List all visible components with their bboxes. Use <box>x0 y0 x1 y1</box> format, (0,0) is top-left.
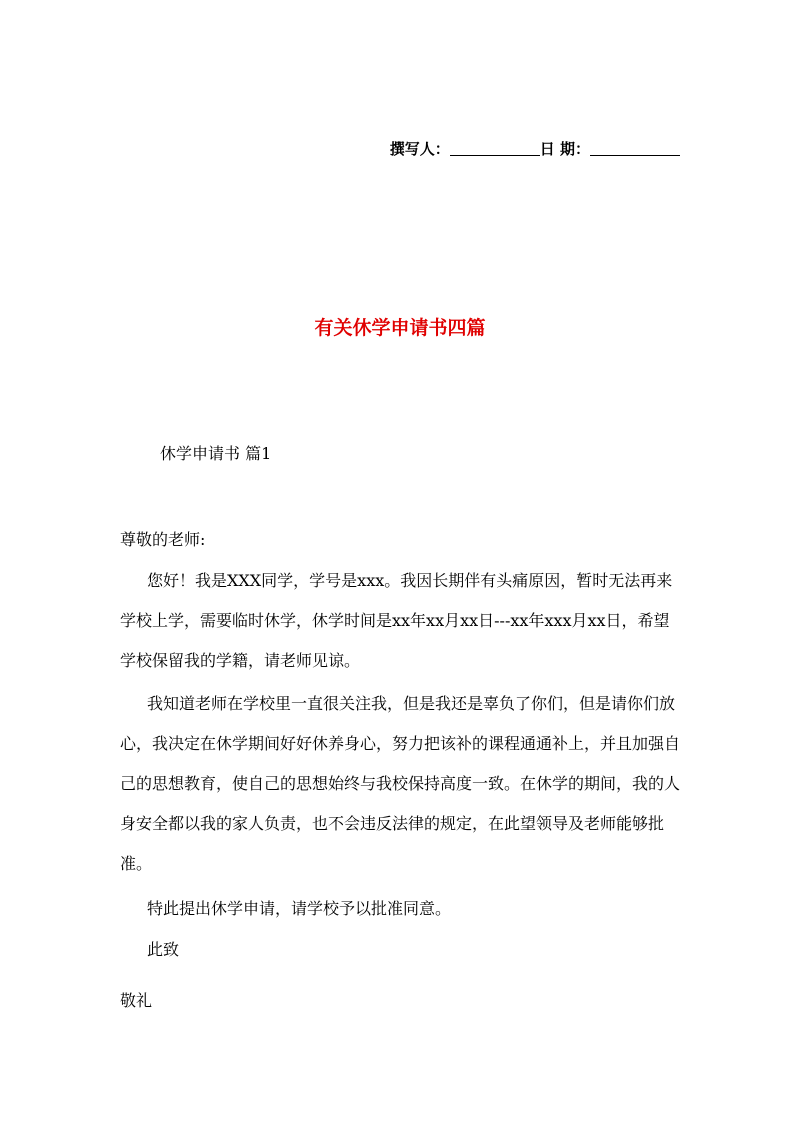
closing: 敬礼 <box>120 991 153 1010</box>
paragraph-2: 我知道老师在学校里一直很关注我，但是我还是辜负了你们，但是请你们放心，我决定在休学期间好好休养身心，努力把该补的课程通通补上，并且加强自己的思想教育，使自己的思想始终与我校保持高度一致。在休学的期间，我的人身安全都以我的家人负责，也不会违反法律的规定，在此望领导及老师能够批准。 <box>120 694 681 873</box>
section-title: 休学申请书 篇1 <box>160 444 272 463</box>
paragraph-4: 此致 <box>147 940 180 959</box>
header-author-date <box>0 138 680 159</box>
paragraph-1: 您好！我是XXX同学，学号是xxx。我因长期伴有头痛原因，暂时无法再来学校上学，需要临时休学，休学时间是xx年xx月xx日---xx年xxx月xx日，希望学校保留我的学籍，请老师见谅。 <box>120 571 673 670</box>
author-label: 撰写人： <box>389 140 450 158</box>
date-label: 日 期： <box>539 140 590 158</box>
document-title: 有关休学申请书四篇 <box>314 317 486 339</box>
salutation: 尊敬的老师: <box>120 530 206 549</box>
date-blank <box>590 141 680 156</box>
author-blank <box>450 141 540 156</box>
paragraph-3: 特此提出休学申请，请学校予以批准同意。 <box>147 899 452 918</box>
